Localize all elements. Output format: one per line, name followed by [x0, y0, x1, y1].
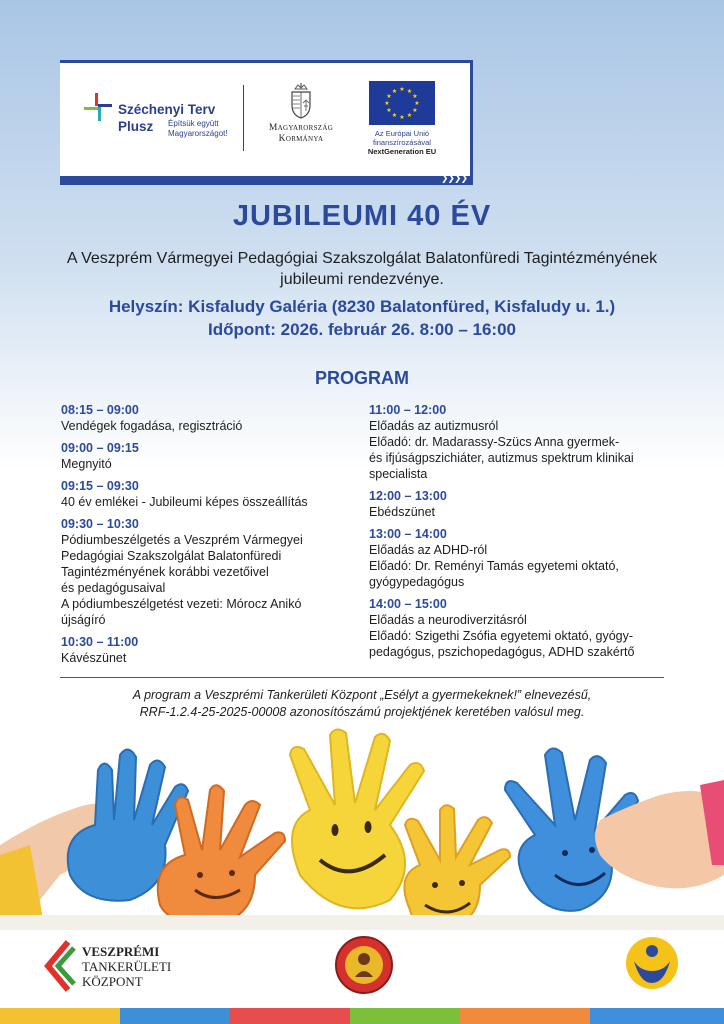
tankeruleti-text: [82, 944, 171, 989]
program-item-text: Előadó: dr. Madarassy-Szücs Anna gyermek-: [369, 435, 620, 449]
government-logo: [256, 83, 346, 145]
program-item-time: 11:00 – 12:00: [369, 403, 447, 417]
government-text-line2: Kormánya: [278, 134, 324, 144]
program-item-text: Vendégek fogadása, regisztráció: [61, 419, 243, 433]
program-column-left: [61, 402, 341, 672]
eu-logo: [362, 81, 442, 156]
program-item-text: Előadás a neurodiverzitásról: [369, 613, 527, 627]
orange-hand: [158, 785, 285, 925]
program-item-time: 08:15 – 09:00: [61, 403, 139, 417]
yellow-hand-center: [290, 729, 424, 908]
program-item-time: 13:00 – 14:00: [369, 527, 447, 541]
program-item-text: és ifjúságpszichiáter, autizmus spektrum klinikai: [369, 451, 634, 465]
szechenyi-cross-icon: [82, 91, 114, 123]
program-item-text: 40 év emlékei - Jubileumi képes összeállítás: [61, 495, 308, 509]
program-item-time: 12:00 – 13:00: [369, 489, 447, 503]
program-item-text: Pedagógiai Szakszolgálat Balatonfüredi: [61, 549, 282, 563]
szechenyi-title: Széchenyi Terv: [118, 102, 216, 117]
funding-banner: [60, 60, 473, 185]
program-item-text: Pódiumbeszélgetés a Veszprém Vármegyei: [61, 533, 303, 547]
program-item-time: 09:15 – 09:30: [61, 479, 139, 493]
child-figure-logo-icon: [624, 935, 680, 991]
pedagogiai-szakszolgalat-seal-icon: [334, 935, 394, 995]
program-item: [369, 402, 669, 482]
child-hand-right: [595, 780, 724, 888]
program-item-text: pedagógus, pszichopedagógus, ADHD szakértő: [369, 645, 635, 659]
program-item-text: gyógypedagógus: [369, 575, 465, 589]
szechenyi-plus: Plusz: [118, 119, 154, 134]
eu-funding-label: Az Európai Unió finanszírozásával: [373, 129, 431, 147]
svg-text:★: ★: [412, 93, 418, 100]
government-text: [256, 123, 346, 145]
program-item-text: specialista: [369, 467, 428, 481]
funding-footnote: [40, 687, 684, 721]
program-item: [369, 526, 669, 590]
divider: [60, 677, 664, 678]
program-item-text: Kávészünet: [61, 651, 127, 665]
event-location: Helyszín: Kisfaludy Galéria (8230 Balatonfüred, Kisfaludy u. 1.): [108, 297, 616, 316]
painted-hands-illustration: [0, 725, 724, 930]
program-item: [61, 516, 341, 628]
svg-text:★: ★: [386, 93, 392, 100]
eu-flag-icon: [369, 81, 435, 125]
colorful-bottom-strip: [0, 1008, 724, 1024]
program-item-text: A pódiumbeszélgetést vezeti: Mórocz Anikó: [61, 597, 302, 611]
program-item-text: Előadás az autizmusról: [369, 419, 499, 433]
program-item-text: Ebédszünet: [369, 505, 436, 519]
tankeruleti-line3: KÖZPONT: [82, 974, 143, 989]
program-item-text: Megnyitó: [61, 457, 112, 471]
event-subtitle: A Veszprém Vármegyei Pedagógiai Szakszolgálat Balatonfüredi Tagintézményének jubileumi rendezvénye.: [66, 250, 658, 288]
svg-text:★: ★: [391, 112, 398, 119]
svg-text:★: ★: [399, 114, 405, 121]
program-item-text: Tagintézményének korábbi vezetőivel: [61, 565, 269, 579]
program-item-text: Előadás az ADHD-ról: [369, 543, 488, 557]
program-item: [369, 488, 669, 520]
footnote-line1: A program a Veszprémi Tankerületi Központ „Esélyt a gyermekeknek!” elnevezésű,: [132, 688, 592, 702]
banner-divider: [243, 85, 244, 151]
program-item-time: 09:00 – 09:15: [61, 441, 139, 455]
program-item: [61, 478, 341, 510]
program-item-text: Előadó: Dr. Reményi Tamás egyetemi oktató,: [369, 559, 619, 573]
program-column-right: [369, 402, 669, 666]
program-heading: PROGRAM: [315, 368, 409, 388]
svg-text:★: ★: [406, 112, 413, 119]
program-item-text: Előadó: Szigethi Zsófia egyetemi oktató, gyógy-: [369, 629, 634, 643]
svg-text:★: ★: [406, 88, 413, 95]
svg-text:★: ★: [412, 107, 418, 114]
program-item-time: 10:30 – 11:00: [61, 635, 139, 649]
chevron-right-icon: ❯❯❯❯: [440, 173, 467, 183]
event-time: Időpont: 2026. február 26. 8:00 – 16:00: [207, 320, 516, 339]
footnote-line2: RRF-1.2.4-25-2025-00008 azonosítószámú projektjének keretében valósul meg.: [139, 705, 585, 719]
tankeruleti-line1: VESZPRÉMI: [82, 944, 160, 959]
program-item-text: és pedagógusaival: [61, 581, 166, 595]
eu-ngeu-label: NextGeneration EU: [367, 147, 437, 156]
svg-text:★: ★: [384, 100, 390, 107]
svg-text:★: ★: [399, 86, 405, 93]
government-text-line1: Magyarország: [268, 123, 334, 133]
hungarian-coat-of-arms-icon: [289, 83, 313, 119]
program-item: [61, 440, 341, 472]
yellow-hand-small: [404, 805, 510, 930]
banner-bottom-bar: [60, 173, 473, 185]
tankeruleti-k-icon: [40, 938, 78, 994]
svg-text:★: ★: [414, 100, 420, 107]
program-item-time: 14:00 – 15:00: [369, 597, 447, 611]
tankeruleti-line2: TANKERÜLETI: [82, 959, 172, 974]
program-item-text: újságíró: [61, 613, 106, 627]
veszpremi-tankeruleti-logo: [40, 938, 200, 994]
program-item-time: 09:30 – 10:30: [61, 517, 139, 531]
program-item: [61, 634, 341, 666]
eu-funding-text: [362, 129, 442, 156]
program-item: [369, 596, 669, 660]
program-item: [61, 402, 341, 434]
svg-text:★: ★: [386, 107, 392, 114]
svg-text:★: ★: [391, 88, 398, 95]
szechenyi-slogan: Építsük együtt Magyarországot!: [168, 119, 228, 138]
page-title: JUBILEUMI 40 ÉV: [232, 200, 492, 232]
